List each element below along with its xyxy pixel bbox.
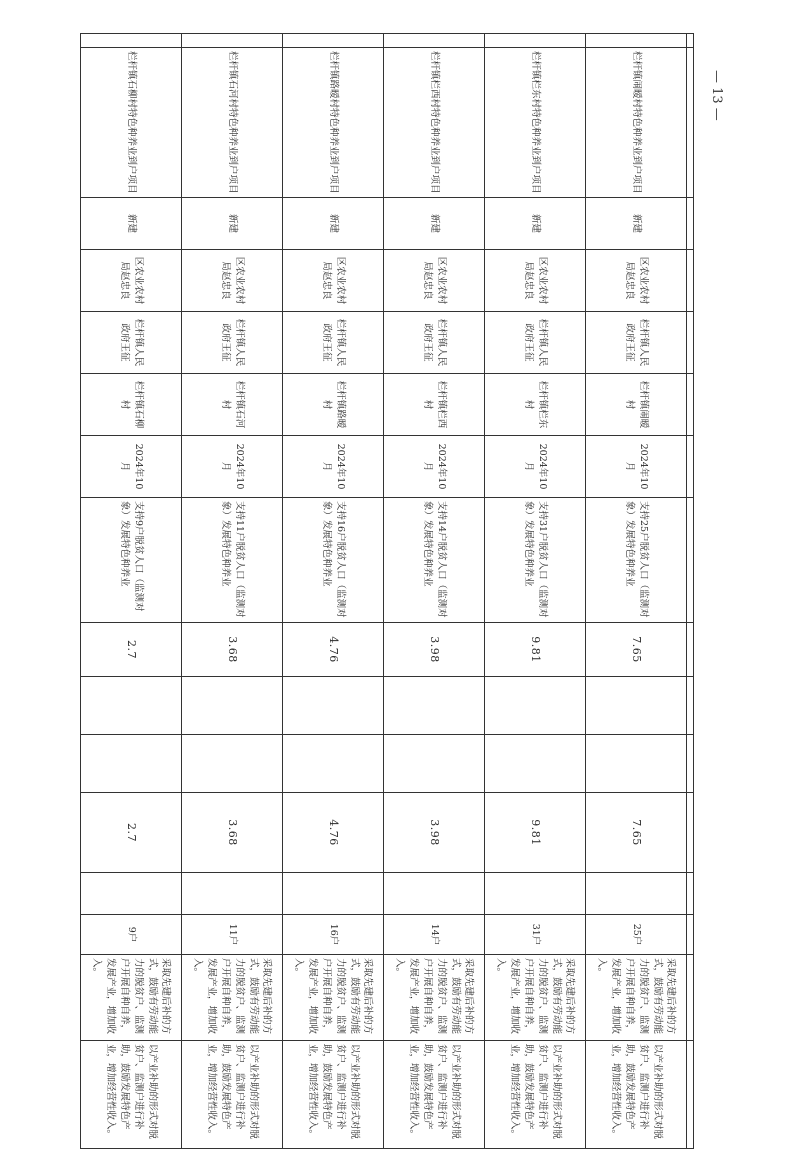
rotated-table-sheet xyxy=(91,33,694,1140)
table-cell-mechanism: 采取先建后补的方式，鼓励有劳动能力的脱贫户、监测户开展自种自养，发展产业，增加收入。 xyxy=(384,955,485,1041)
table-cell-c1 xyxy=(81,677,182,735)
table-cell-c1 xyxy=(485,677,586,735)
table-cell xyxy=(687,735,694,793)
table-cell-c1 xyxy=(283,677,384,735)
table-cell-time: 2024年10月 xyxy=(81,436,182,498)
table-cell-project: 栏杆镇闹暧村特色种养业到户项目 xyxy=(586,48,687,198)
table-cell-location: 栏杆镇闹暧村 xyxy=(586,374,687,436)
table-cell xyxy=(687,873,694,915)
table-cell-total: 4.76 xyxy=(283,623,384,677)
project-table xyxy=(80,33,694,1149)
table-cell-time: 2024年10月 xyxy=(384,436,485,498)
table-cell-unit: 栏杆镇人民政府王征 xyxy=(485,312,586,374)
table-cell-project: 栏杆镇路暧村特色种养业到户项目 xyxy=(283,48,384,198)
table-cell-project: 栏杆镇栏东村特色种养业到户项目 xyxy=(485,48,586,198)
table-cell-total: 2.7 xyxy=(81,623,182,677)
table-cell-c2 xyxy=(485,735,586,793)
table-cell-dept: 区农业农村局赵忠良 xyxy=(485,250,586,312)
table-cell-dept: 区农业农村局赵忠良 xyxy=(384,250,485,312)
table-cell-content: 支持11户脱贫人口（监测对象）发展特色种养业 xyxy=(182,498,283,623)
table-row xyxy=(384,34,485,1149)
table-cell-benefit: 以产业补助的形式对脱贫户、监测户进行补助，鼓励发展特色产业，增加经营性收入。 xyxy=(283,1041,384,1149)
table-cell-c1 xyxy=(182,677,283,735)
table-cell-c3 xyxy=(586,873,687,915)
table-cell-households: 11户 xyxy=(182,915,283,955)
table-cell-total: 3.68 xyxy=(182,623,283,677)
table-cell xyxy=(687,677,694,735)
table-cell xyxy=(687,34,694,48)
table-row xyxy=(485,34,586,1149)
table-cell-type: 新建 xyxy=(384,198,485,250)
table-cell-c2 xyxy=(182,735,283,793)
table-row-top-strip xyxy=(687,34,694,1149)
table-cell-location: 栏杆镇石河村 xyxy=(182,374,283,436)
table-cell xyxy=(687,198,694,250)
table-cell-c3 xyxy=(485,873,586,915)
table-cell-benefit: 以产业补助的形式对脱贫户、监测户进行补助，鼓励发展特色产业，增加经营性收入。 xyxy=(81,1041,182,1149)
table-cell-households: 9户 xyxy=(81,915,182,955)
table-cell-edge xyxy=(384,34,485,48)
table-cell-benefit: 以产业补助的形式对脱贫户、监测户进行补助，鼓励发展特色产业，增加经营性收入。 xyxy=(485,1041,586,1149)
table-cell-fund: 2.7 xyxy=(81,793,182,873)
table-cell-project: 栏杆镇栏西村特色种养业到户项目 xyxy=(384,48,485,198)
table-cell-fund: 4.76 xyxy=(283,793,384,873)
table-cell-edge xyxy=(485,34,586,48)
table-cell-mechanism: 采取先建后补的方式，鼓励有劳动能力的脱贫户、监测户开展自种自养，发展产业，增加收入。 xyxy=(283,955,384,1041)
table-cell-mechanism: 采取先建后补的方式，鼓励有劳动能力的脱贫户、监测户开展自种自养，发展产业，增加收入。 xyxy=(182,955,283,1041)
table-cell-c2 xyxy=(384,735,485,793)
table-cell-type: 新建 xyxy=(182,198,283,250)
table-cell-benefit: 以产业补助的形式对脱贫户、监测户进行补助，鼓励发展特色产业，增加经营性收入。 xyxy=(384,1041,485,1149)
table-cell-type: 新建 xyxy=(586,198,687,250)
table-cell-dept: 区农业农村局赵忠良 xyxy=(182,250,283,312)
table-cell-total: 7.65 xyxy=(586,623,687,677)
table-cell-households: 31户 xyxy=(485,915,586,955)
table-cell-content: 支持9户脱贫人口（监测对象）发展特色种养业 xyxy=(81,498,182,623)
table-cell xyxy=(687,250,694,312)
table-cell-content: 支持25户脱贫人口（监测对象）发展特色种养业 xyxy=(586,498,687,623)
table-cell-project: 栏杆镇石柳村特色种养业到户项目 xyxy=(81,48,182,198)
table-cell-location: 栏杆镇石柳村 xyxy=(81,374,182,436)
table-cell-location: 栏杆镇栏西村 xyxy=(384,374,485,436)
table-cell-time: 2024年10月 xyxy=(283,436,384,498)
table-cell-mechanism: 采取先建后补的方式，鼓励有劳动能力的脱贫户、监测户开展自种自养，发展产业，增加收入。 xyxy=(485,955,586,1041)
table-row xyxy=(586,34,687,1149)
table-cell xyxy=(687,1041,694,1149)
table-cell-edge xyxy=(81,34,182,48)
table-cell xyxy=(687,436,694,498)
table-cell-c3 xyxy=(182,873,283,915)
table-cell-households: 14户 xyxy=(384,915,485,955)
table-cell-mechanism: 采取先建后补的方式，鼓励有劳动能力的脱贫户、监测户开展自种自养，发展产业，增加收入。 xyxy=(81,955,182,1041)
table-cell-project: 栏杆镇石河村特色种养业到户项目 xyxy=(182,48,283,198)
table-cell xyxy=(687,793,694,873)
table-cell-c3 xyxy=(283,873,384,915)
table-cell xyxy=(687,48,694,198)
table-row xyxy=(283,34,384,1149)
table-cell-type: 新建 xyxy=(81,198,182,250)
table-cell-edge xyxy=(283,34,384,48)
table-cell-content: 支持31户脱贫人口（监测对象）发展特色种养业 xyxy=(485,498,586,623)
page-number: — 13 — xyxy=(709,69,724,121)
table-cell-type: 新建 xyxy=(485,198,586,250)
table-row xyxy=(81,34,182,1149)
table-cell-location: 栏杆镇栏东村 xyxy=(485,374,586,436)
table-cell-edge xyxy=(182,34,283,48)
table-cell-c1 xyxy=(586,677,687,735)
table-cell-unit: 栏杆镇人民政府王征 xyxy=(586,312,687,374)
table-cell xyxy=(687,915,694,955)
table-cell-total: 9.81 xyxy=(485,623,586,677)
table-cell xyxy=(687,312,694,374)
table-cell xyxy=(687,955,694,1041)
table-cell-c3 xyxy=(81,873,182,915)
table-row xyxy=(182,34,283,1149)
table-cell-unit: 栏杆镇人民政府王征 xyxy=(384,312,485,374)
table-cell-households: 25户 xyxy=(586,915,687,955)
table-cell-dept: 区农业农村局赵忠良 xyxy=(283,250,384,312)
table-cell-unit: 栏杆镇人民政府王征 xyxy=(283,312,384,374)
table-cell-c3 xyxy=(384,873,485,915)
table-cell-location: 栏杆镇路暧村 xyxy=(283,374,384,436)
table-cell-time: 2024年10月 xyxy=(485,436,586,498)
table-cell-benefit: 以产业补助的形式对脱贫户、监测户进行补助，鼓励发展特色产业，增加经营性收入。 xyxy=(182,1041,283,1149)
table-cell-dept: 区农业农村局赵忠良 xyxy=(586,250,687,312)
table-cell-unit: 栏杆镇人民政府王征 xyxy=(182,312,283,374)
table-cell-time: 2024年10月 xyxy=(586,436,687,498)
table-cell-fund: 3.98 xyxy=(384,793,485,873)
table-cell-content: 支持16户脱贫人口（监测对象）发展特色种养业 xyxy=(283,498,384,623)
table-cell-c1 xyxy=(384,677,485,735)
table-cell-time: 2024年10月 xyxy=(182,436,283,498)
table-cell-c2 xyxy=(81,735,182,793)
table-cell xyxy=(687,498,694,623)
table-cell-households: 16户 xyxy=(283,915,384,955)
table-cell-unit: 栏杆镇人民政府王征 xyxy=(81,312,182,374)
table-cell-mechanism: 采取先建后补的方式，鼓励有劳动能力的脱贫户、监测户开展自种自养，发展产业，增加收入。 xyxy=(586,955,687,1041)
table-cell xyxy=(687,374,694,436)
table-cell-c2 xyxy=(586,735,687,793)
table-cell-type: 新建 xyxy=(283,198,384,250)
table-cell-benefit: 以产业补助的形式对脱贫户、监测户进行补助，鼓励发展特色产业，增加经营性收入。 xyxy=(586,1041,687,1149)
table-cell-total: 3.98 xyxy=(384,623,485,677)
table-cell-dept: 区农业农村局赵忠良 xyxy=(81,250,182,312)
table-cell-fund: 9.81 xyxy=(485,793,586,873)
table-cell-content: 支持14户脱贫人口（监测对象）发展特色种养业 xyxy=(384,498,485,623)
table-cell xyxy=(687,623,694,677)
table-cell-fund: 3.68 xyxy=(182,793,283,873)
table-cell-edge xyxy=(586,34,687,48)
table-cell-c2 xyxy=(283,735,384,793)
table-cell-fund: 7.65 xyxy=(586,793,687,873)
